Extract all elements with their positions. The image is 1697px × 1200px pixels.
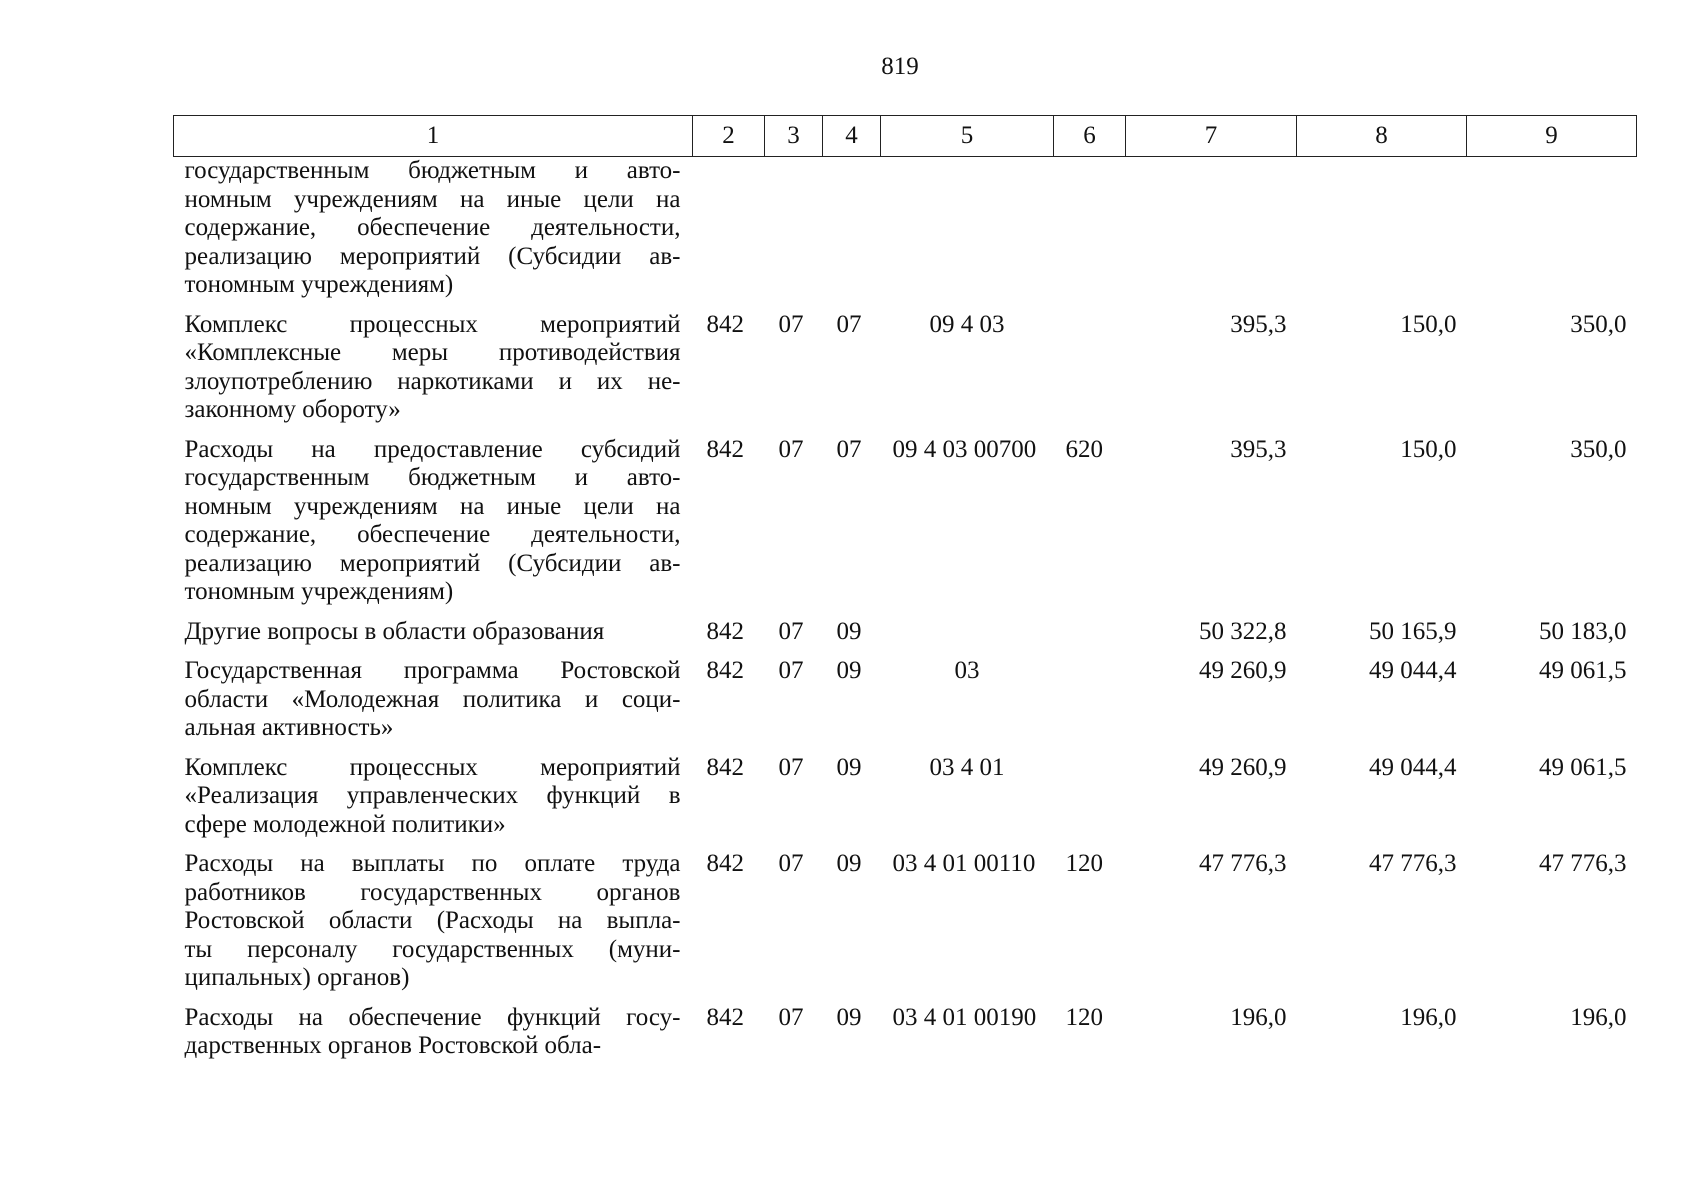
header-cell-6: 6 [1054,116,1126,157]
amount-year-1: 395,3 [1230,310,1287,338]
expense-name-line: содержание, обеспечение деятельности, [184,214,681,241]
header-cell-8: 8 [1297,116,1467,157]
expense-name [174,1004,693,1072]
amount-year-3 [1467,157,1637,311]
table-row [174,850,1637,1004]
expense-type-code: 620 [1065,435,1103,463]
table-header [174,116,1637,157]
expense-name-line: «Комплексные меры противодействия [184,339,681,366]
subsection-code: 09 [836,850,862,877]
amount-year-1: 50 322,8 [1199,617,1287,645]
expense-type-code: 120 [1065,850,1103,877]
budget-table [173,115,1637,1072]
header-cell-2: 2 [693,116,765,157]
table-row [174,618,1637,658]
amount-year-1: 47 776,3 [1199,850,1287,877]
amount-year-2: 196,0 [1400,1003,1457,1031]
expense-name-line: сфере молодежной политики» [184,810,506,838]
header-cell-5: 5 [881,116,1054,157]
amount-year-3: 350,0 [1570,435,1627,463]
subsection-code [823,157,881,311]
expense-name-line: Комплекс процессных мероприятий [184,753,681,781]
expense-name-line: области «Молодежная политика и соци- [184,685,681,713]
header-cell-4: 4 [823,116,881,157]
expense-type-code [1054,657,1126,754]
header-cell-1: 1 [174,116,693,157]
expense-type-code [1054,618,1126,658]
admin-code [693,157,765,311]
admin-code: 842 [706,657,744,684]
expense-name-line: содержание, обеспечение деятельности, [184,521,681,548]
expense-name [174,754,693,851]
target-article-code [881,157,1054,311]
header-cell-3: 3 [765,116,823,157]
subsection-code: 09 [836,1003,862,1031]
target-article-code: 03 4 01 00110 [892,850,1036,877]
amount-year-2 [1297,157,1467,311]
expense-name-line: государственным бюджетным и авто- [184,157,681,184]
expense-name-line: Расходы на выплаты по оплате труда [184,850,681,877]
expense-name [174,657,693,754]
subsection-code: 09 [836,617,862,645]
section-code: 07 [778,753,804,781]
amount-year-3: 49 061,5 [1539,753,1627,781]
section-code: 07 [778,657,804,684]
expense-name-line: ципальных) органов) [184,964,410,991]
table-row [174,157,1637,311]
subsection-code: 07 [836,435,862,463]
section-code: 07 [778,1003,804,1031]
amount-year-2: 47 776,3 [1369,850,1457,877]
expense-name-line: «Реализация управленческих функций в [184,782,681,809]
admin-code: 842 [706,617,744,645]
admin-code: 842 [706,753,744,781]
amount-year-1 [1126,157,1297,311]
expense-name-line: законному обороту» [184,396,401,423]
amount-year-3: 196,0 [1570,1003,1627,1031]
header-row [174,116,1637,157]
expense-name-line: тономным учреждениям) [184,271,454,298]
header-cell-7: 7 [1126,116,1297,157]
expense-type-code: 120 [1065,1003,1103,1031]
amount-year-3: 47 776,3 [1539,850,1627,877]
expense-name [174,157,693,311]
target-article-code: 03 4 01 [929,753,1005,781]
expense-name-line: тономным учреждениям) [184,578,454,605]
amount-year-3: 50 183,0 [1539,617,1627,645]
expense-type-code [1054,157,1126,311]
amount-year-1: 49 260,9 [1199,753,1287,781]
subsection-code: 09 [836,753,862,781]
admin-code: 842 [706,435,744,463]
table-row [174,1004,1637,1072]
amount-year-2: 49 044,4 [1369,657,1457,684]
section-code [765,157,823,311]
expense-type-code [1054,754,1126,851]
amount-year-2: 150,0 [1400,435,1457,463]
section-code: 07 [778,617,804,645]
admin-code: 842 [706,850,744,877]
expense-name-line: номным учреждениям на иные цели на [184,185,681,213]
expense-name-line: дарственных органов Ростовской обла- [184,1032,602,1059]
amount-year-3: 350,0 [1570,310,1627,338]
amount-year-2: 150,0 [1400,310,1457,338]
amount-year-1: 395,3 [1230,435,1287,463]
target-article-code [881,618,1054,658]
expense-name-line: реализацию мероприятий (Субсидии ав- [184,242,681,270]
subsection-code: 09 [836,657,862,684]
table-row [174,657,1637,754]
expense-name-line: Комплекс процессных мероприятий [184,310,681,338]
expense-name-line: Другие вопросы в области образования [184,617,605,645]
target-article-code: 09 4 03 00700 [892,435,1037,463]
expense-name-line: Расходы на обеспечение функций госу- [184,1003,681,1031]
table-body [174,157,1637,1072]
expense-type-code [1054,311,1126,436]
expense-name [174,618,693,658]
target-article-code: 09 4 03 [929,310,1005,338]
amount-year-2: 50 165,9 [1369,617,1457,645]
amount-year-2: 49 044,4 [1369,753,1457,781]
admin-code: 842 [706,1003,744,1031]
expense-name-line: злоупотреблению наркотиками и их не- [184,367,681,395]
expense-name-line: работников государственных органов [184,878,681,906]
expense-name [174,850,693,1004]
subsection-code: 07 [836,310,862,338]
section-code: 07 [778,435,804,463]
amount-year-1: 49 260,9 [1199,657,1287,684]
table-row [174,311,1637,436]
expense-name-line: Расходы на предоставление субсидий [184,435,681,463]
expense-name [174,311,693,436]
target-article-code: 03 4 01 00190 [892,1003,1037,1031]
expense-name-line: Государственная программа Ростовской [184,657,681,684]
section-code: 07 [778,310,804,338]
header-cell-9: 9 [1467,116,1637,157]
amount-year-1: 196,0 [1230,1003,1287,1031]
amount-year-3: 49 061,5 [1539,657,1627,684]
expense-name-line: номным учреждениям на иные цели на [184,492,681,520]
expense-name-line: ты персоналу государственных (муни- [184,935,681,963]
expense-name-line: государственным бюджетным и авто- [184,464,681,491]
expense-name-line: реализацию мероприятий (Субсидии ав- [184,549,681,577]
admin-code: 842 [706,310,744,338]
section-code: 07 [778,850,804,877]
page-number: 819 [881,53,919,80]
expense-name-line: Ростовской области (Расходы на выпла- [184,907,681,934]
expense-name [174,436,693,618]
target-article-code: 03 [954,657,980,684]
expense-name-line: альная активность» [184,714,394,741]
table-row [174,436,1637,618]
table-row [174,754,1637,851]
